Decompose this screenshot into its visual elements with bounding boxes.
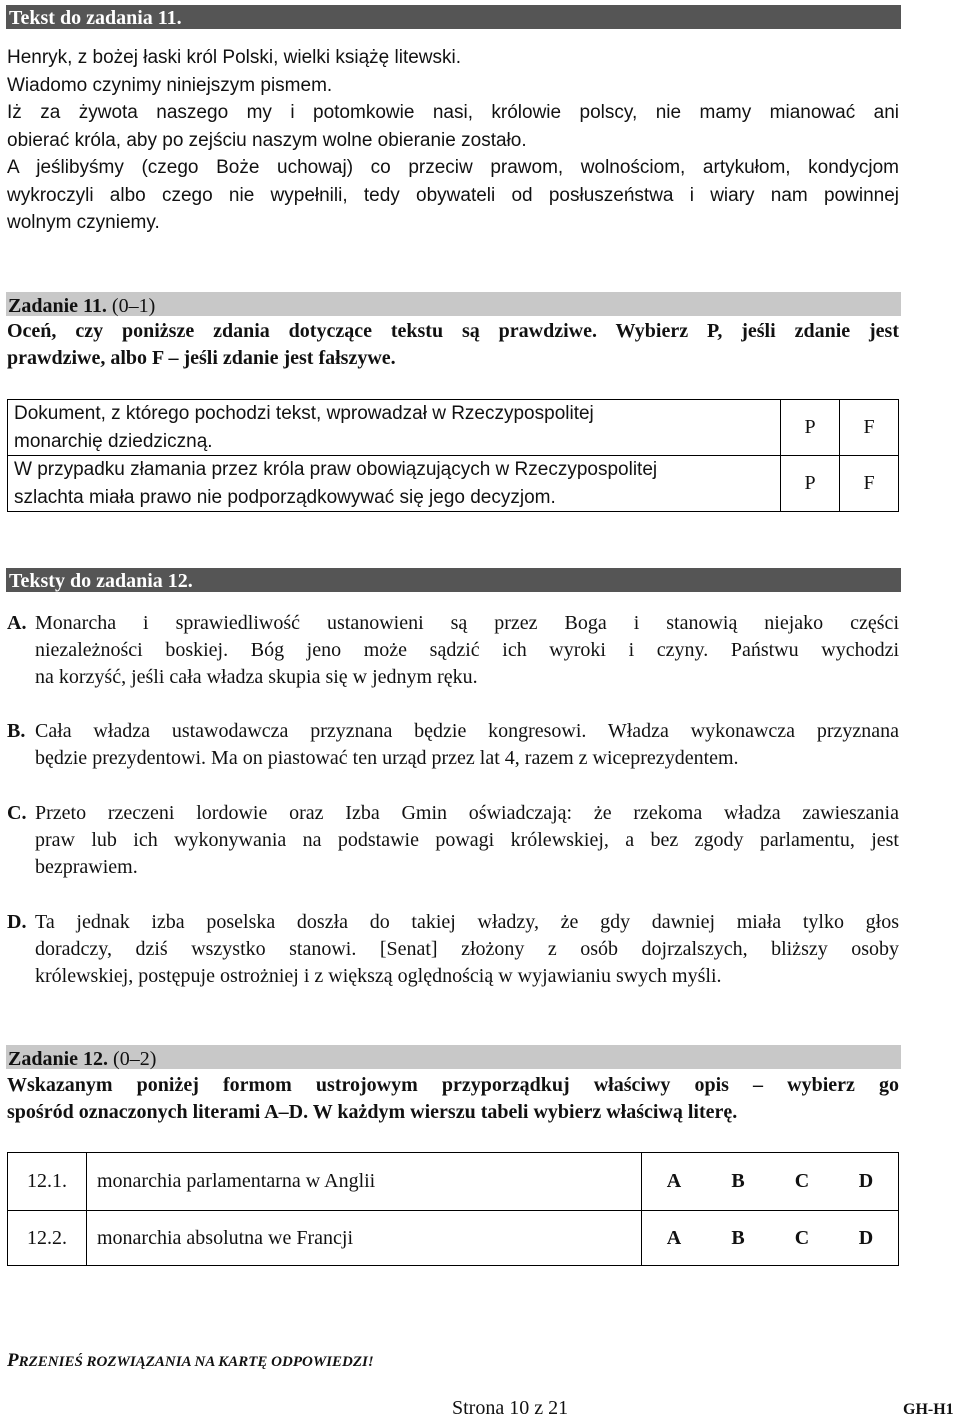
item-line: Monarcha i sprawiedliwość ustanowieni są przez Boga i stanowią niejako części (35, 612, 899, 634)
statement-cell (8, 400, 781, 456)
item-label: B. (7, 720, 26, 742)
item-line: niezależności boskiej. Bóg jeno może sądzić ich wyroki i czyny. Państwu wychodzi (35, 639, 899, 661)
item-line: praw lub ich wykonywania na podstawie powagi królewskiej, a bez zgody parlamentu, jest (35, 829, 899, 851)
text11-line: wykroczyli albo czego nie wypełnili, tedy obywateli od posłuszeństwa i wiary nam powinnej (7, 184, 899, 206)
task11-instruction (7, 318, 899, 372)
table-row (8, 1211, 899, 1266)
instruction-line: Oceń, czy poniższe zdania dotyczące tekstu są prawdziwe. Wybierz P, jeśli zdanie jest (7, 320, 899, 342)
text12-item-a (7, 610, 899, 694)
statement-line: Dokument, z którego pochodzi tekst, wprowadzał w Rzeczypospolitej (14, 403, 594, 424)
task12-points: (0–2) (108, 1048, 157, 1070)
item-line: Przeto rzeczeni lordowie oraz Izba Gmin oświadczają: że rzekoma władza zawieszania (35, 802, 899, 824)
row-number: 12.1. (8, 1153, 87, 1211)
text11-line: Wiadomo czynimy niniejszym pismem. (7, 74, 333, 96)
item-line: królewskiej, postępuje ostrożniej i z większą oględnością w wyjawianiu swych myśli. (35, 965, 722, 987)
text11-header: Tekst do zadania 11. (6, 5, 901, 29)
table-row (8, 400, 899, 456)
option-a[interactable]: A (666, 1226, 682, 1249)
option-c[interactable]: C (794, 1226, 810, 1249)
option-f[interactable]: F (840, 456, 899, 512)
instruction-line: prawdziwe, albo F – jeśli zdanie jest fałszywe. (7, 347, 396, 369)
notice-initial: P (7, 1350, 19, 1371)
text12-item-b (7, 718, 899, 774)
notice-text: RZENIEŚ ROZWIĄZANIA NA KARTĘ ODPOWIEDZI! (18, 1354, 374, 1370)
item-line: Ta jednak izba poselska doszła do takiej władzy, że gdy dawniej miała tylko głos (35, 911, 899, 933)
task11-header (6, 292, 901, 316)
statement-line: szlachta miała prawo nie podporządkowywać się jego decyzjom. (14, 486, 556, 508)
statement-cell (8, 456, 781, 512)
task12-instruction (7, 1072, 899, 1126)
item-label: D. (7, 911, 27, 933)
row-form: monarchia parlamentarna w Anglii (87, 1153, 642, 1211)
item-line: bezprawiem. (35, 856, 138, 878)
item-line: będzie prezydentowi. Ma on piastować ten urząd przez lat 4, razem z wiceprezydentem. (35, 747, 739, 769)
text11-line: Iż za żywota naszego my i potomkowie nasi, królowie polscy, nie mamy mianować ani (7, 102, 899, 123)
item-line: doradczy, dziś wszystko stanowi. [Senat] złożony z osób dojrzalszych, bliższy osoby (35, 938, 899, 960)
table-row (8, 1153, 899, 1211)
task12-table (7, 1152, 899, 1266)
task11-table (7, 399, 899, 512)
option-d[interactable]: D (858, 1170, 874, 1192)
option-d[interactable]: D (858, 1226, 874, 1249)
text12-item-d (7, 909, 899, 993)
transfer-notice (7, 1350, 374, 1372)
option-p[interactable]: P (781, 400, 840, 456)
instruction-line: Wskazanym poniżej formom ustrojowym przyporządkuj właściwy opis – wybierz go (7, 1074, 899, 1096)
option-b[interactable]: B (731, 1170, 745, 1192)
option-a[interactable]: A (666, 1170, 682, 1192)
item-label: C. (7, 802, 27, 824)
row-form: monarchia absolutna we Francji (87, 1211, 642, 1266)
item-label: A. (7, 612, 27, 634)
option-c[interactable]: C (794, 1170, 810, 1192)
item-line: na korzyść, jeśli cała władza skupia się w jednym ręku. (35, 666, 478, 688)
task11-number: Zadanie 11. (8, 295, 107, 317)
statement-line: monarchię dziedziczną. (14, 430, 213, 452)
page-number: Strona 10 z 21 (452, 1397, 569, 1419)
task12-number: Zadanie 12. (8, 1048, 109, 1070)
exam-code: GH-H1 (903, 1401, 954, 1418)
text11-body (7, 44, 899, 237)
text11-line: Henryk, z bożej łaski król Polski, wielki książę litewski. (7, 47, 462, 68)
task11-points: (0–1) (106, 295, 156, 317)
text12-item-c (7, 800, 899, 884)
option-p[interactable]: P (781, 456, 840, 512)
row-number: 12.2. (8, 1211, 87, 1266)
option-f[interactable]: F (840, 400, 899, 456)
text11-line: A jeślibyśmy (czego Boże uchowaj) co przeciw prawom, wolnościom, artykułom, kondycjom (7, 157, 899, 178)
option-b[interactable]: B (731, 1226, 745, 1249)
item-line: Cała władza ustawodawcza przyznana będzie kongresowi. Władza wykonawcza przyznana (35, 720, 899, 742)
text11-line: obierać króla, aby po zejściu naszym wolne obieranie zostało. (7, 129, 527, 151)
texts12-header: Teksty do zadania 12. (6, 568, 901, 592)
instruction-line: spośród oznaczonych literami A–D. W każdym wierszu tabeli wybierz właściwą literę. (7, 1101, 738, 1123)
task12-header (6, 1045, 901, 1069)
statement-line: W przypadku złamania przez króla praw obowiązujących w Rzeczypospolitej (14, 459, 658, 480)
text11-line: wolnym czyniemy. (7, 212, 160, 233)
table-row (8, 456, 899, 512)
